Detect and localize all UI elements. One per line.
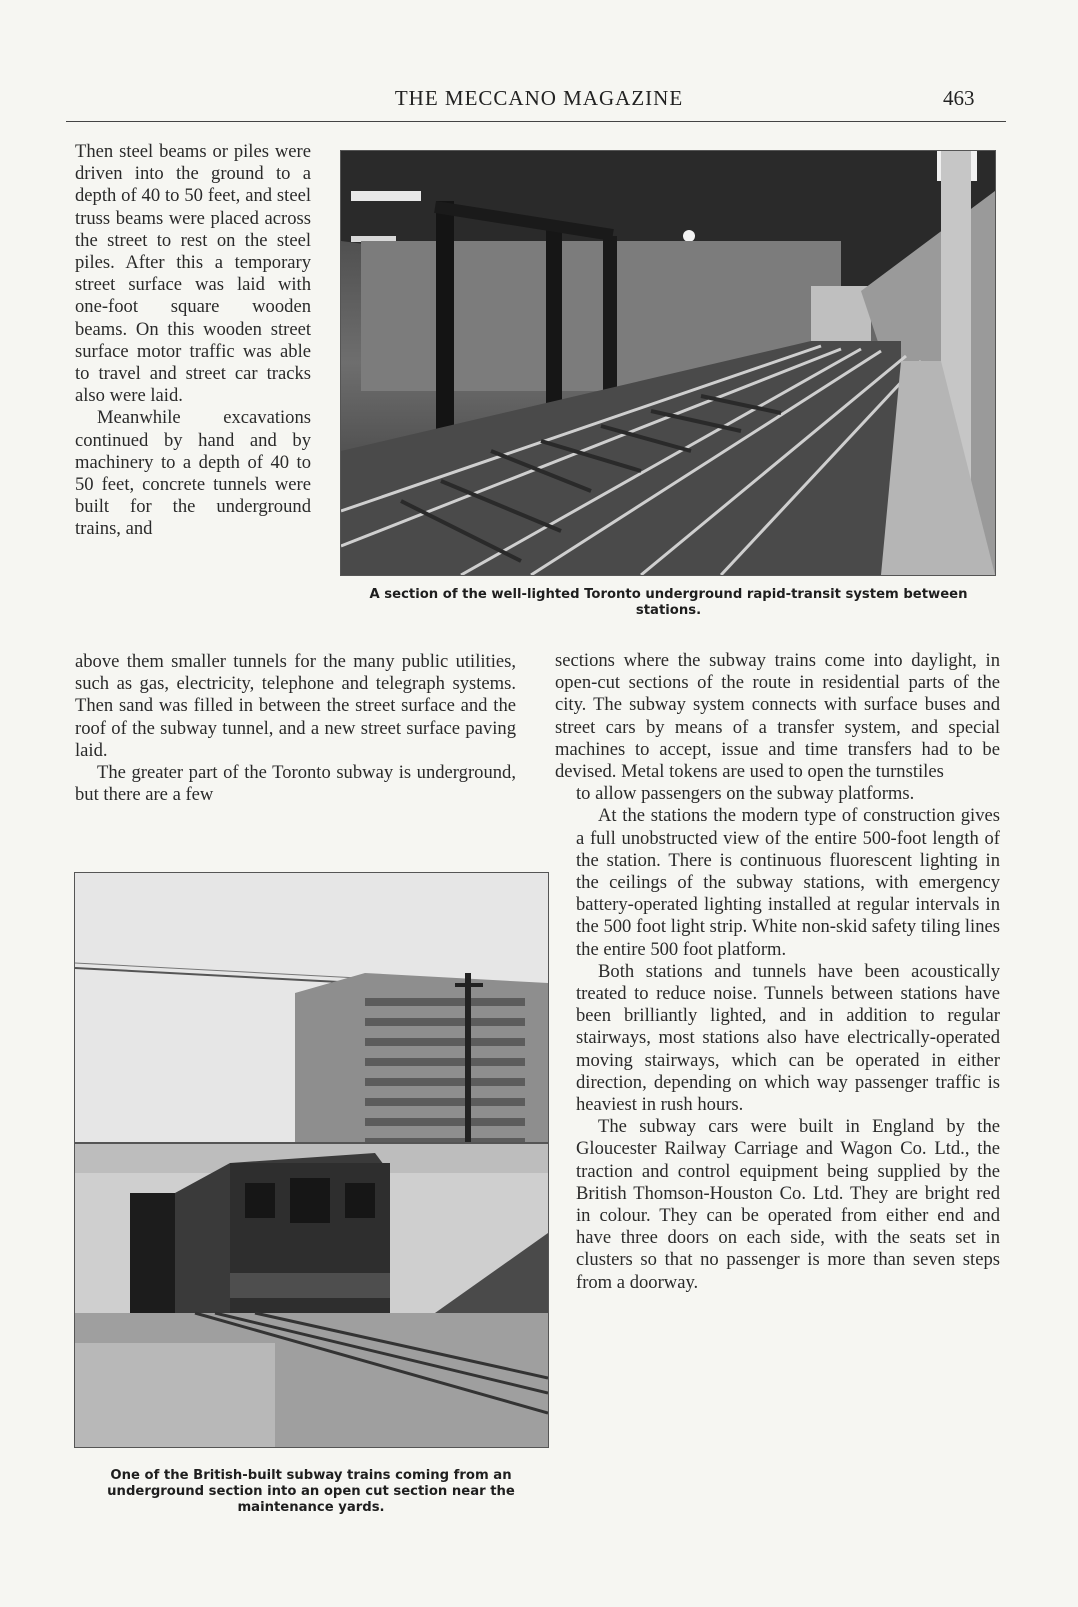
paragraph: At the stations the modern type of construction gives a full unobstructed view of the entire 500-foot length of the station. There is continuous fluorescent lighting in the ceilings of the subway stations, with emergency battery-operated lighting installed at regular intervals in the 500 foot light strip. White non-skid safety tiling lines the entire 500 foot platform.: [576, 805, 1000, 960]
paragraph: The greater part of the Toronto subway is underground, but there are a few: [75, 762, 516, 806]
right-column: [555, 650, 1000, 1294]
tunnel-illustration: [341, 151, 995, 575]
tunnel-photo: [340, 150, 996, 576]
paragraph: The subway cars were built in England by the Gloucester Railway Carriage and Wagon Co. Ltd., the traction and control equipment being supplied by the British Thomson-Houston Co. Ltd. They are bright red in colour. They can be operated from either end and have three doors on each side, with the seats set in clusters so that no passenger is more than seven steps from a doorway.: [576, 1116, 1000, 1293]
paragraph: to allow passengers on the subway platforms.: [576, 783, 915, 805]
left-column-top: [75, 141, 311, 541]
train-illustration: [75, 873, 548, 1447]
page-number: 463: [943, 86, 975, 110]
train-photo-caption: One of the British-built subway trains coming from an underground section into an open cut section near the maintenance yards.: [107, 1468, 515, 1515]
magazine-title: THE MECCANO MAGAZINE: [394, 86, 684, 110]
train-photo: [74, 872, 549, 1448]
paragraph: Both stations and tunnels have been acoustically treated to reduce noise. Tunnels between stations have been brilliantly lighted, and in addition to regular stairways, most stations also have electrically-operated moving stairways, which can be operated in either direction, depending on which way passenger traffic is heaviest in rush hours.: [576, 960, 1000, 1116]
left-column-bottom: [75, 651, 516, 806]
paragraph: sections where the subway trains come into daylight, in open-cut sections of the route in residential parts of the city. The subway system connects with surface buses and street cars by means of a transfer system, and special machines to accept, issue and time transfers had to be devised. Metal tokens are used to open the turnstiles: [555, 650, 1000, 783]
header-rule: [66, 121, 1006, 122]
right-column-inset: [555, 783, 1000, 1294]
paragraph: above them smaller tunnels for the many public utilities, such as gas, electricity, telephone and telegraph systems. Then sand was filled in between the street surface and the roof of the subway tunnel, and a new street surface paving laid.: [75, 651, 516, 761]
paragraph: Meanwhile excavations continued by hand and by machinery to a depth of 40 to 50 feet, concrete tunnels were built for the underground trains, and: [75, 407, 311, 540]
tunnel-photo-caption: A section of the well-lighted Toronto underground rapid-transit system between stations.: [369, 587, 968, 618]
paragraph: Then steel beams or piles were driven into the ground to a depth of 40 to 50 feet, and steel truss beams were placed across the street to rest on the steel piles. After this a temporary street surface was laid with one-foot square wooden beams. On this wooden street surface motor traffic was able to travel and street car tracks also were laid.: [75, 141, 311, 407]
